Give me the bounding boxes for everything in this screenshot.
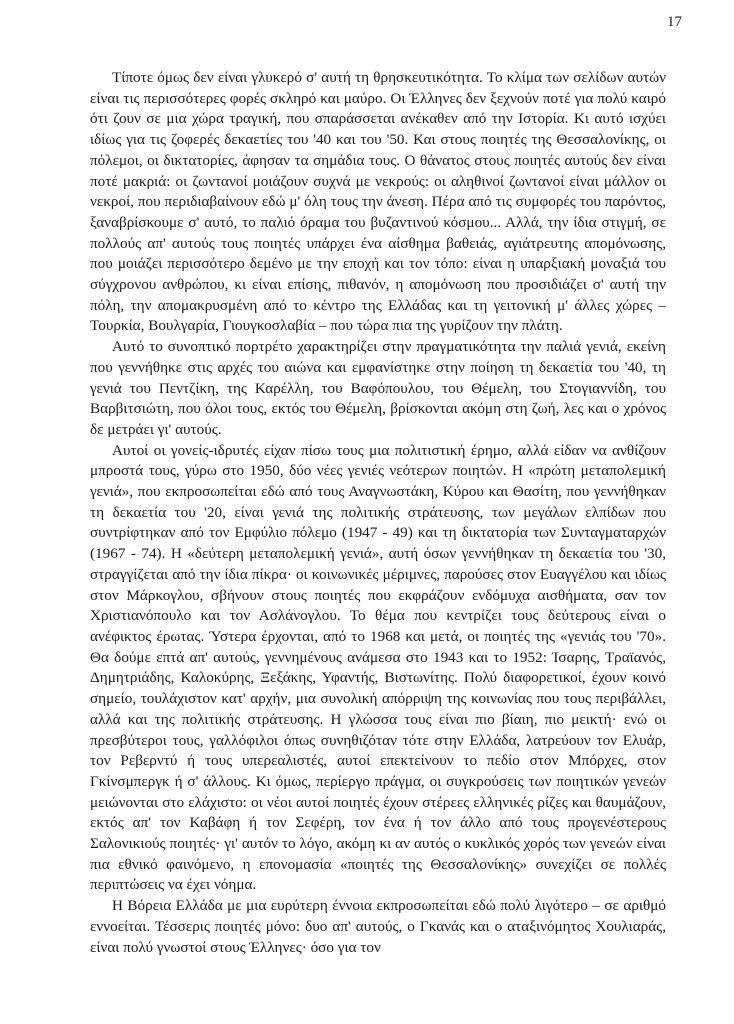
body-text <box>90 68 666 958</box>
paragraph-2: Αυτό το συνοπτικό πορτρέτο χαρακτηρίζει στην πραγματικότητα την παλιά γενιά, εκείνη που γεννήθηκε στις αρχές του αιώνα και εμφανίστηκε στην ποίηση τη δεκαετία του '40, τη γενιά του Πεντζίκη, της Καρέλλη, του Βαφόπουλου, του Θέμελη, του Στογιαννίδη, του Βαρβιτσιώτη, που όλοι τους, εκτός του Θέμελη, βρίσκονται ακόμη στη ζωή, λες και ο χρόνος δε μετράει γι' αυτούς. <box>90 338 666 438</box>
page-number: 17 <box>667 14 682 30</box>
paragraph-1: Τίποτε όμως δεν είναι γλυκερό σ' αυτή τη θρησκευτικότητα. Το κλίμα των σελίδων αυτών είναι τις περισσότερες φορές σκληρό και μαύρο. Οι Έλληνες δεν ξεχνούν ποτέ για πολύ καιρό ότι ζουν σε μια χώρα τραγική, που σπαράσσεται ανέκαθεν από την Ιστορία. Κι αυτό ισχύει ιδίως για τις ζοφερές δεκαετίες του '40 και του '50. Και στους ποιητές της Θεσσαλονίκης, οι πόλεμοι, οι δικτατορίες, άφησαν τα σημάδια τους. Ο θάνατος στους ποιητές αυτούς δεν είναι ποτέ μακριά: οι ζωντανοί μοιάζουν συχνά με νεκρούς: οι αληθινοί ζωντανοί είναι μάλλον οι νεκροί, που περιδιαβαίνουν εδώ μ' όλη τους την άνεση. Πέρα από τις συμφορές του παρόντος, ξαναβρίσκουμε σ' αυτό, το παλιό όραμα του βυζαντινού κόσμου... Αλλά, την ίδια στιγμή, σε πολλούς απ' αυτούς τους ποιητές υπάρχει ένα αίσθημα βαθειάς, αγιάτρευτης απομόνωσης, που μοιάζει περισσότερο δεμένο με την εποχή και τον τόπο: είναι η υπαρξιακή μοναξιά του σύγχρονου ανθρώπου, κι είναι επίσης, πιθανόν, η απομόνωση που προσιδιάζει σ' αυτή την πόλη, την απομακρυσμένη από το κέντρο της Ελλάδας και τη γειτονική μ' άλλες χώρες – Τουρκία, Βουλγαρία, Γιουγκοσλαβία – που τώρα πια της γυρίζουν την πλάτη. <box>90 69 666 335</box>
paragraph-4: Η Βόρεια Ελλάδα με μια ευρύτερη έννοια εκπροσωπείται εδώ πολύ λιγότερο – σε αριθμό εννοείται. Τέσσερις ποιητές μόνο: δυο απ' αυτούς, ο Γκανάς και ο αταξινόμητος Χουλιαράς, είναι πολύ γνωστοί στους Έλληνες· όσο για τον <box>90 897 666 956</box>
paragraph-3: Αυτοί οι γονείς-ιδρυτές είχαν πίσω τους μια πολιτιστική έρημο, αλλά είδαν να ανθίζουν μπροστά τους, γύρω στο 1950, δύο νέες γενιές νεότερων ποιητών. Η «πρώτη μεταπολεμική γενιά», που εκπροσωπείται εδώ από τους Αναγνωστάκη, Κύρου και Θασίτη, που γεννήθηκαν τη δεκαετία του '20, είναι γενιά της πολιτικής στράτευσης, των μεγάλων ελπίδων που συντρίφτηκαν από τον Εμφύλιο πόλεμο (1947 - 49) και τη δικτατορία των Συνταγματαρχών (1967 - 74). Η «δεύτερη μεταπολεμική γενιά», αυτή όσων γεννήθηκαν τη δεκαετία του '30, στραγγίζεται από την ίδια πίκρα· οι κοινωνικές μέριμνες, παρούσες στον Ευαγγέλου και ιδίως στον Μάρκογλου, σβήνουν στους ποιητές που εκφράζουν ενδόμυχα αισθήματα, σαν τον Χριστιανόπουλο και τον Ασλάνογλου. Το θέμα που κεντρίζει τους δεύτερους είναι ο ανέφικτος έρωτας. Ύστερα έρχονται, από το 1968 και μετά, οι ποιητές της «γενιάς του '70». Θα δούμε επτά απ' αυτούς, γεννημένους ανάμεσα στο 1943 και το 1952: Ίσαρης, Τραϊανός, Δημητριάδης, Καλοκύρης, Ξεξάκης, Υφαντής, Βιστωνίτης. Πολύ διαφορετικοί, έχουν κοινό σημείο, τουλάχιστον κατ' αρχήν, μια συνολική απόρριψη της κοινωνίας που τους περιβάλλει, αλλά και της πολιτικής στράτευσης. Η γλώσσα τους είναι πιο βίαιη, πιο μεικτή· ενώ οι πρεσβύτεροι τους, γαλλόφιλοι όπως συνηθιζόταν τότε στην Ελλάδα, λατρεύουν τον Ελυάρ, τον Ρεβερντύ ή τους υπερεαλιστές, αυτοί επεκτείνουν το πεδίο στον Μπόρχες, στον Γκίνσμπεργκ ή σ' άλλους. Κι όμως, περίεργο πράγμα, οι συγκρούσεις των ποιητικών γενεών μειώνονται στο ελάχιστο: οι νέοι αυτοί ποιητές έχουν στέρεες ελληνικές ρίζες και θαυμάζουν, εκτός απ' τον Καβάφη ή τον Σεφέρη, τον ένα ή τον άλλο από τους προγενέστερους Σαλονικιούς ποιητές· γι' αυτόν το λόγο, ακόμη κι αν αυτός ο κυκλικός χορός των γενεών είναι πια εθνικό φαινόμενο, η επονομασία «ποιητές της Θεσσαλονίκης» συνεχίζει σε πολλές περιπτώσεις να έχει νόημα. <box>90 441 666 894</box>
